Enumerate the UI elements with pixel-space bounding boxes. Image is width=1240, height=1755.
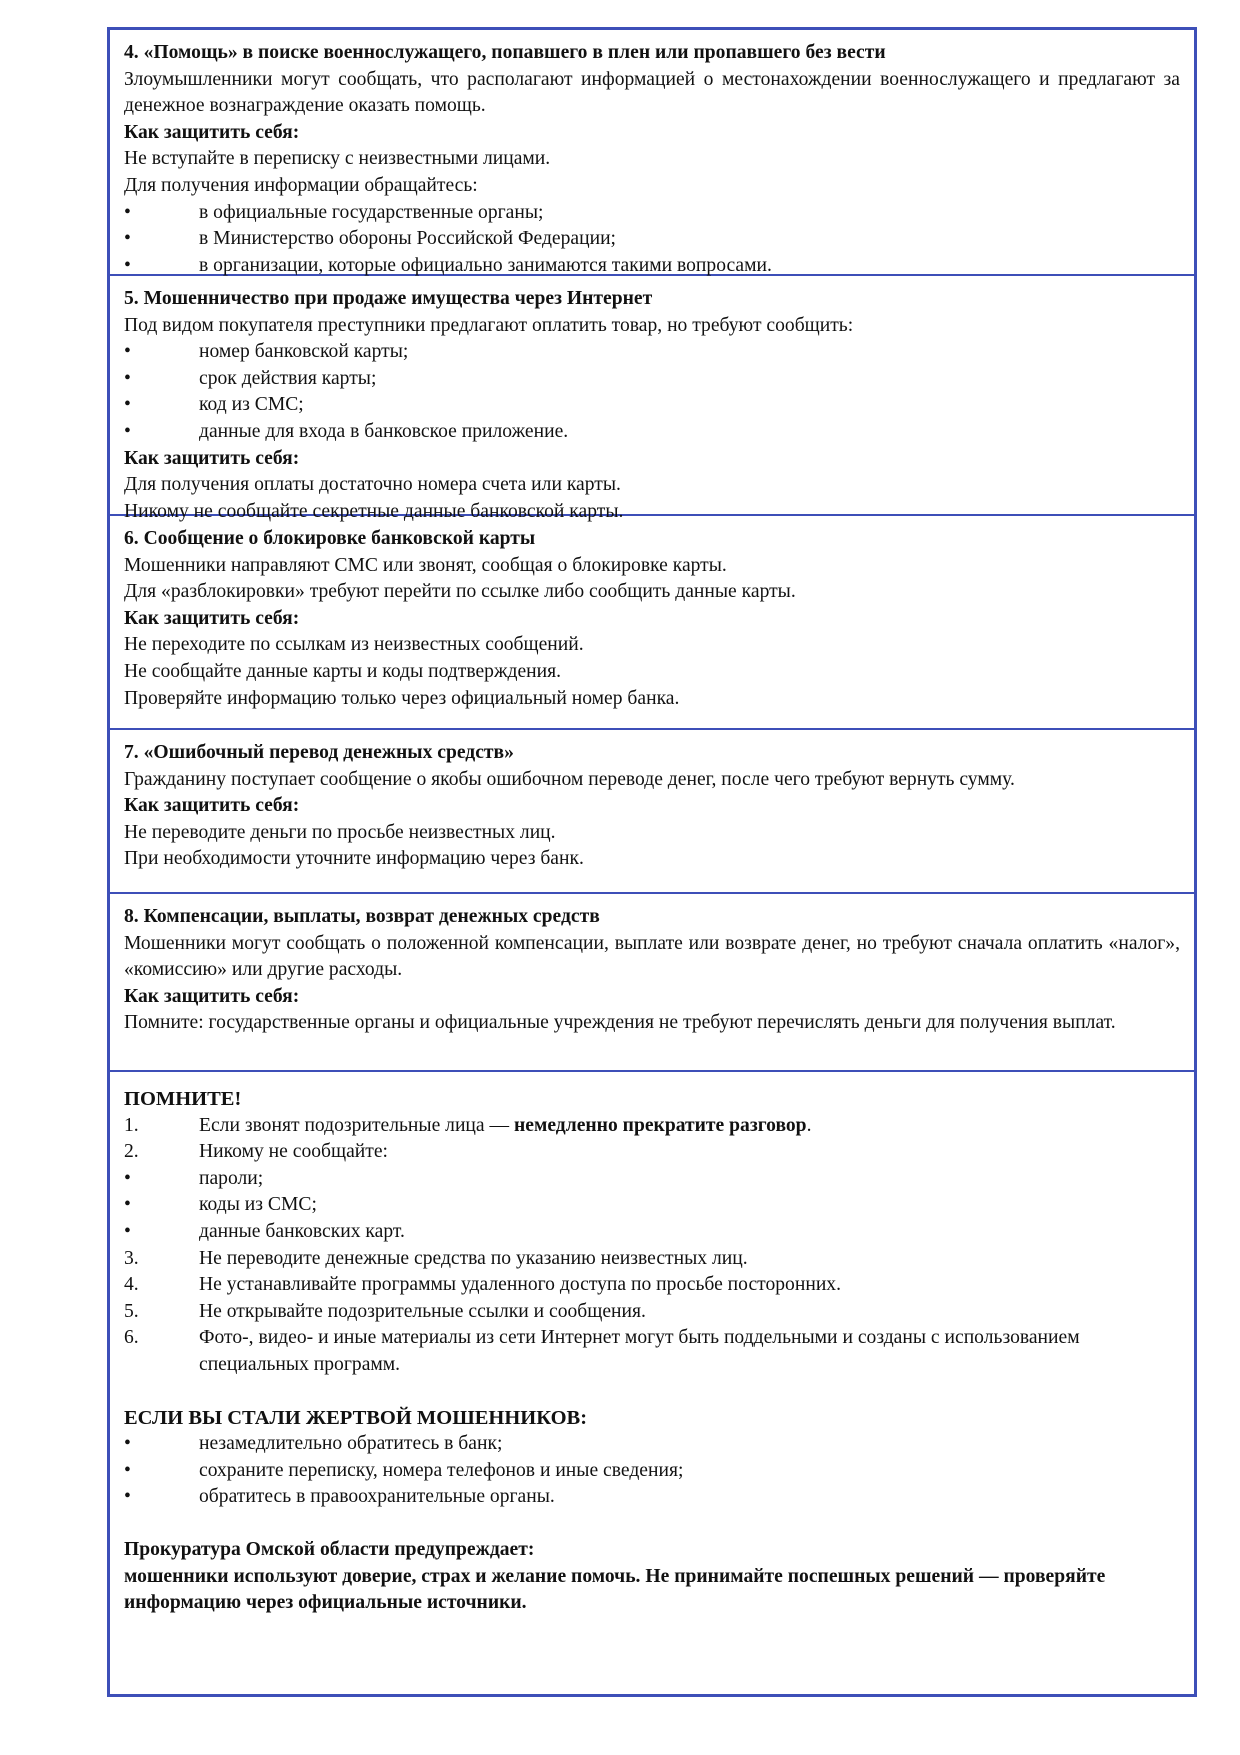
section-title: 6. Сообщение о блокировке банковской карты [124, 528, 536, 549]
bullet-text: номер банковской карты; [199, 341, 409, 363]
item-text: Не открывайте подозрительные ссылки и сообщения. [199, 1300, 646, 1322]
bullet-mark: • [124, 254, 131, 276]
warning-text: мошенники используют доверие, страх и желание помочь. Не принимайте поспешных решений — проверяйте информацию через официальные источники. [124, 1565, 1106, 1614]
bullet-item [124, 1458, 1180, 1485]
item-number: 2. [124, 1141, 139, 1163]
item-text-wrap [199, 1113, 1180, 1140]
item-text-end: . [806, 1114, 812, 1136]
item-text: Не переводите денежные средства по указанию неизвестных лиц. [199, 1247, 748, 1269]
bullet-text: в официальные государственные органы; [199, 201, 544, 223]
section-paragraph: Злоумышленники могут сообщать, что располагают информацией о местонахождении военнослужащего и предлагают за денежное вознаграждение оказать помощь. [124, 68, 1180, 117]
item-number: 3. [124, 1247, 139, 1269]
bullet-item [124, 419, 1180, 446]
protect-heading: Как защитить себя: [124, 121, 300, 143]
protect-line: Никому не сообщайте секретные данные банковской карты. [124, 500, 624, 522]
numbered-item [124, 1325, 1180, 1378]
protect-line: Не сообщайте данные карты и коды подтверждения. [124, 660, 562, 682]
spacer [124, 1511, 1180, 1537]
bullet-text: данные банковских карт. [199, 1220, 405, 1242]
item-text-bold: немедленно прекратите разговор [514, 1114, 807, 1136]
section-title: 8. Компенсации, выплаты, возврат денежных средств [124, 906, 600, 927]
bullet-mark: • [124, 201, 131, 223]
numbered-item [124, 1299, 1180, 1326]
section-remember [110, 1072, 1194, 1625]
numbered-item [124, 1246, 1180, 1273]
protect-heading: Как защитить себя: [124, 985, 300, 1007]
section-compensation [110, 894, 1194, 1072]
protect-heading: Как защитить себя: [124, 447, 300, 469]
numbered-item [124, 1272, 1180, 1299]
bullet-mark: • [124, 1486, 131, 1508]
warning-heading: Прокуратура Омской области предупреждает: [124, 1538, 535, 1560]
protect-line: При необходимости уточните информацию через банк. [124, 848, 584, 870]
section-paragraph: Мошенники могут сообщать о положенной компенсации, выплате или возврате денег, но требуют сначала оплатить «налог», «комиссию» или другие расходы. [124, 932, 1180, 981]
bullet-mark: • [124, 1433, 131, 1455]
protect-heading: Как защитить себя: [124, 795, 300, 817]
bullet-mark: • [124, 341, 131, 363]
item-text: Не устанавливайте программы удаленного доступа по просьбе посторонних. [199, 1274, 842, 1296]
bullet-mark: • [124, 1459, 131, 1481]
section-title: 5. Мошенничество при продаже имущества через Интернет [124, 288, 653, 309]
bullet-text: незамедлительно обратитесь в банк; [199, 1433, 503, 1455]
section-title: 7. «Ошибочный перевод денежных средств» [124, 742, 514, 763]
bullet-item [124, 392, 1180, 419]
numbered-item [124, 1139, 1180, 1166]
protect-heading: Как защитить себя: [124, 607, 300, 629]
bullet-item [124, 366, 1180, 393]
numbered-item [124, 1113, 1180, 1140]
remember-title: ПОМНИТЕ! [124, 1088, 242, 1110]
bullet-text: в организации, которые официально занимаются такими вопросами. [199, 254, 772, 276]
protect-line: Не переводите деньги по просьбе неизвестных лиц. [124, 821, 556, 843]
bullet-item [124, 1192, 1180, 1219]
victim-title: ЕСЛИ ВЫ СТАЛИ ЖЕРТВОЙ МОШЕННИКОВ: [124, 1406, 588, 1429]
protect-line: Для получения оплаты достаточно номера счета или карты. [124, 474, 621, 496]
bullet-text: код из СМС; [199, 394, 304, 416]
item-text: Никому не сообщайте: [199, 1141, 388, 1163]
bullet-item [124, 1166, 1180, 1193]
section-paragraph: Под видом покупателя преступники предлагают оплатить товар, но требуют сообщить: [124, 314, 854, 336]
bullet-mark: • [124, 394, 131, 416]
section-mistaken-transfer [110, 730, 1194, 894]
section-military-search [110, 30, 1194, 276]
bullet-text: сохраните переписку, номера телефонов и иные сведения; [199, 1459, 684, 1481]
bullet-item [124, 1484, 1180, 1511]
bullet-mark: • [124, 1194, 131, 1216]
bullet-item [124, 226, 1180, 253]
bullet-mark: • [124, 1220, 131, 1242]
section-paragraph: Гражданину поступает сообщение о якобы ошибочном переводе денег, после чего требуют вернуть сумму. [124, 768, 1015, 790]
section-online-sale-fraud [110, 276, 1194, 522]
bullet-item [124, 339, 1180, 366]
item-text: Если звонят подозрительные лица — [199, 1114, 515, 1136]
bullet-mark: • [124, 367, 131, 389]
bullet-mark: • [124, 1167, 131, 1189]
bullet-mark: • [124, 420, 131, 442]
spacer [124, 1379, 1180, 1405]
item-text: Фото-, видео- и иные материалы из сети Интернет могут быть поддельными и созданы с использованием специальных программ. [199, 1327, 1080, 1375]
section-paragraph: Мошенники направляют СМС или звонят, сообщая о блокировке карты. [124, 554, 727, 576]
section-title: 4. «Помощь» в поиске военнослужащего, попавшего в плен или пропавшего без вести [124, 42, 886, 63]
bullet-text: срок действия карты; [199, 367, 377, 389]
bullet-text: в Министерство обороны Российской Федерации; [199, 228, 616, 250]
protect-line: Для получения информации обращайтесь: [124, 174, 478, 196]
section-paragraph: Для «разблокировки» требуют перейти по ссылке либо сообщить данные карты. [124, 581, 796, 603]
protect-line: Помните: государственные органы и официальные учреждения не требуют перечислять деньги для получения выплат. [124, 1012, 1116, 1034]
bullet-text: пароли; [199, 1167, 264, 1189]
bullet-text: обратитесь в правоохранительные органы. [199, 1486, 555, 1508]
item-number: 4. [124, 1274, 139, 1296]
bullet-text: данные для входа в банковское приложение. [199, 420, 569, 442]
bullet-item [124, 1431, 1180, 1458]
bullet-item [124, 253, 1180, 280]
item-number: 1. [124, 1114, 139, 1136]
bullet-item [124, 1219, 1180, 1246]
section-card-block [110, 516, 1194, 730]
bullet-mark: • [124, 228, 131, 250]
protect-line: Не вступайте в переписку с неизвестными лицами. [124, 148, 551, 170]
protect-line: Не переходите по ссылкам из неизвестных сообщений. [124, 634, 584, 656]
bullet-text: коды из СМС; [199, 1194, 317, 1216]
bullet-item [124, 200, 1180, 227]
item-number: 6. [124, 1327, 139, 1349]
document-frame [107, 27, 1197, 1697]
protect-line: Проверяйте информацию только через официальный номер банка. [124, 687, 680, 709]
item-number: 5. [124, 1300, 139, 1322]
